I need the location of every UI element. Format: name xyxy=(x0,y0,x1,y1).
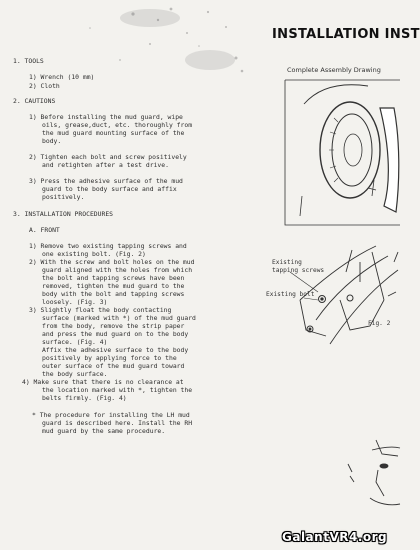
caution-line: and retighten after a test drive. xyxy=(42,161,169,169)
fig3-partial xyxy=(348,440,400,505)
step-line: Affix the adhesive surface to the body xyxy=(42,346,189,354)
tools-item: 2) Cloth xyxy=(29,82,60,90)
caution-line: body. xyxy=(42,137,62,145)
step-line: belts firmly. (Fig. 4) xyxy=(42,394,127,402)
step-line: 4) Make sure that there is no clearance at xyxy=(22,378,184,386)
caution-line: positively. xyxy=(42,193,85,201)
step-line: and press the mud guard on to the body xyxy=(42,330,189,338)
step-line: 3) Slightly float the body contacting xyxy=(29,306,172,314)
caution-line: oils, grease,duct, etc. thoroughly from xyxy=(42,121,193,129)
note-line: guard is described here. Install the RH xyxy=(42,419,193,427)
complete-assembly-drawing xyxy=(285,80,400,225)
caution-line: guard to the body surface and affix xyxy=(42,185,177,193)
note-line: mud guard by the same procedure. xyxy=(42,427,166,435)
assembly-figures xyxy=(240,60,400,550)
caution-line: the mud guard mounting surface of the xyxy=(42,129,185,137)
label-existing-bolt: Existing bolt xyxy=(266,291,315,298)
label-fig2: Fig. 2 xyxy=(368,320,391,327)
step-line: outer surface of the mud guard toward xyxy=(42,362,185,370)
procedures-heading: 3. INSTALLATION PROCEDURES xyxy=(13,210,114,218)
step-line: the location marked with *, tighten the xyxy=(42,386,193,394)
step-line: from the body, remove the strip paper xyxy=(42,322,185,330)
step-line: one existing bolt. (Fig. 2) xyxy=(42,250,146,258)
label-existing-screws-1: Existing xyxy=(272,259,302,266)
caution-line: 3) Press the adhesive surface of the mud xyxy=(29,177,183,185)
step-line: loosely. (Fig. 3) xyxy=(42,298,108,306)
step-line: 1) Remove two existing tapping screws and xyxy=(29,242,187,250)
step-line: removed, tighten the mud guard to the xyxy=(42,282,185,290)
step-line: body with the bolt and tapping screws xyxy=(42,290,185,298)
tools-item: 1) Wrench (10 mm) xyxy=(29,73,95,81)
drawing-caption: Complete Assembly Drawing xyxy=(287,66,381,74)
front-subheading: A. FRONT xyxy=(29,226,60,234)
step-line: the body surface. xyxy=(42,370,108,378)
step-line: 2) With the screw and bolt holes on the mud xyxy=(29,258,195,266)
page-title: INSTALLATION INST xyxy=(272,27,420,42)
step-line: surface (marked with *) of the mud guard xyxy=(42,314,196,322)
cautions-heading: 2. CAUTIONS xyxy=(13,97,56,105)
step-line: surface. (Fig. 4) xyxy=(42,338,108,346)
label-existing-screws-2: tapping screws xyxy=(272,267,325,274)
step-line: the bolt and tapping screws have been xyxy=(42,274,185,282)
step-line: guard aligned with the holes from which xyxy=(42,266,193,274)
step-line: positively by applying force to the xyxy=(42,354,177,362)
note-line: * The procedure for installing the LH mud xyxy=(32,411,190,419)
watermark: GalantVR4.org xyxy=(282,530,388,544)
caution-line: 1) Before installing the mud guard, wipe xyxy=(29,113,183,121)
tools-heading: 1. TOOLS xyxy=(13,57,44,65)
caution-line: 2) Tighten each bolt and screw positively xyxy=(29,153,187,161)
